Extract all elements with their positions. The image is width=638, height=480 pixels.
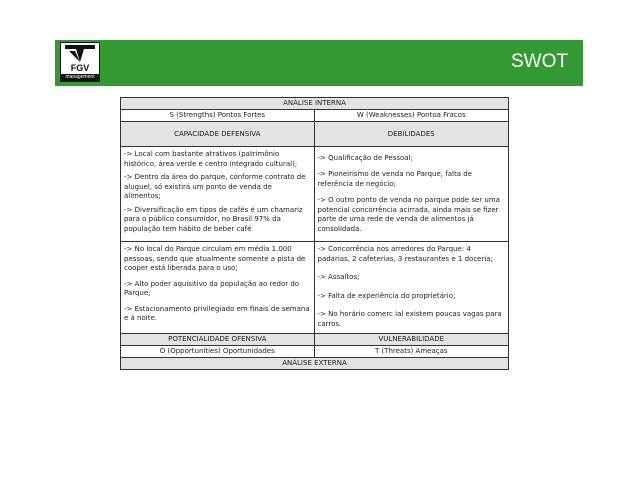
analise-externa-label: ANÁLISE EXTERNA: [282, 358, 347, 367]
threats-cell: [315, 242, 509, 333]
weakness-item: -> Qualificação de Pessoal;: [317, 153, 413, 162]
row-analise-externa: [121, 358, 508, 369]
row-capacidade: [121, 122, 508, 147]
threat-item: -> Assaltos;: [317, 273, 360, 282]
weakness-item: -> Pioneirismo de venda no Parque, falta de referência de negócio;: [317, 170, 472, 188]
threat-item: -> No horário comerc ial existem poucas vagas para carros.: [317, 310, 502, 328]
opportunity-item: -> No local do Parque circulam em média 1.000 pessoas, sendo que atualmente somente a pista de cooper está liberada para o uso;: [124, 245, 306, 272]
vulnerabilidade-label: VULNERABILIDADE: [378, 334, 445, 343]
threat-item: -> Concorrência nos arredores do Parque: 4 padarias, 2 cafeterias, 3 restaurantes e 1 doceria;: [317, 245, 493, 263]
weaknesses-cell: [315, 147, 509, 241]
debilidades-label: DEBILIDADES: [387, 130, 435, 138]
row-analise-interna: [121, 98, 508, 110]
row-opportunities-threats: [121, 242, 508, 334]
opportunities-header: O (Opportunities) Oportunidades: [121, 346, 315, 357]
slide-title: SWOT: [511, 51, 568, 72]
threats-header: T (Threats) Ameaças: [374, 346, 448, 355]
slide-header-bar: [55, 40, 583, 86]
strength-item: -> Local com bastante atrativos (patrimônio histórico, área verde e centro integrado cultural);: [124, 150, 298, 168]
analise-interna-label: ANÁLISE INTERNA: [283, 99, 346, 107]
opportunity-item: -> Alto poder aquisitivo da população ao redor do Parque;: [124, 279, 300, 297]
opportunities-cell: [121, 242, 315, 333]
potencialidade-ofensiva-label: POTENCIALIDADE OFENSIVA: [121, 334, 315, 345]
strengths-cell: [121, 147, 315, 241]
logo-subtitle: management: [61, 74, 99, 81]
fgv-logo: [60, 42, 100, 82]
row-strengths-weaknesses: [121, 147, 508, 242]
capacidade-defensiva-label: CAPACIDADE DEFENSIVA: [121, 122, 315, 146]
strengths-header: S (Strengths) Pontos Fortes: [121, 110, 315, 121]
swot-table: [120, 97, 509, 370]
row-sw-headers: [121, 110, 508, 122]
weakness-item: -> O outro ponto de venda no parque pode ser uma potencial concorrência acirrada, ainda mais se fizer parte de uma rede de venda de alimentos já consolidada.: [317, 196, 500, 233]
row-potencialidade: [121, 334, 508, 346]
fgv-logo-mark-icon: [65, 45, 95, 63]
threat-item: -> Falta de experiência do proprietário;: [317, 291, 456, 300]
opportunity-item: -> Estacionamento privilegiado em finais de semana e à noite.: [124, 304, 310, 322]
strength-item: -> Dentro da área do parque, conforme contrato de aluguel, só existirá um ponto de venda de alimentos;: [124, 173, 306, 200]
strength-item: -> Diversificação em tipos de cafés é um chamariz para o público consumidor, no Brasil 97% da população tem hábito de beber café: [124, 205, 303, 233]
logo-name: FGV: [70, 63, 90, 73]
row-ot-headers: [121, 346, 508, 358]
weaknesses-header: W (Weaknesses) Pontoa Fracos: [356, 111, 466, 119]
